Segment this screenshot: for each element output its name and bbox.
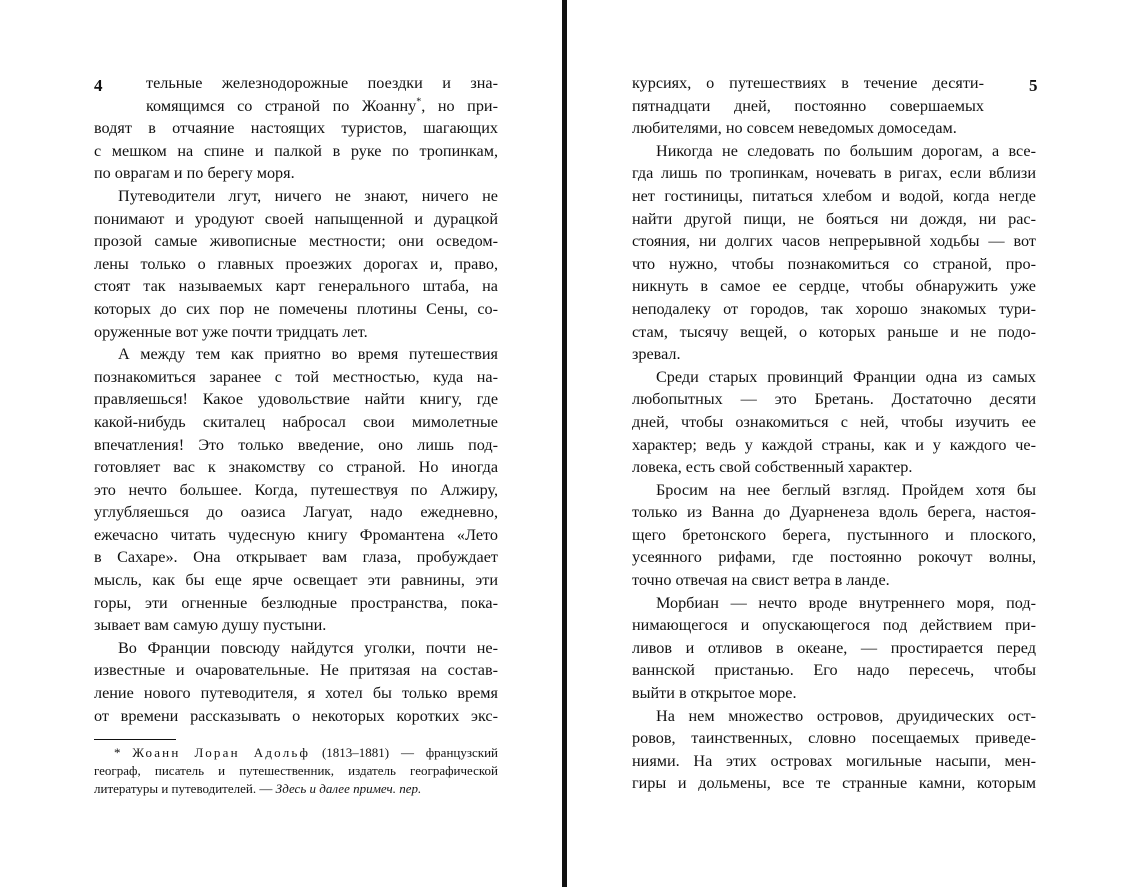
text-line: лены только о главных проезжих дорогах и, право, [94, 254, 498, 273]
text-line: по оврагам и по берегу моря. [94, 164, 295, 183]
text-line: Среди старых провинций Франции одна из самых [656, 367, 1036, 386]
text-line: найти другой пищи, не бояться ни дождя, ни рас- [632, 209, 1036, 228]
text-line: впечатления! Это только введение, оно лишь под- [94, 435, 498, 454]
text-line: Бросим на нее беглый взгляд. Пройдем хотя бы [656, 480, 1036, 499]
footnote-line: * Жоанн Лоран Адольф (1813–1881) — французский [114, 745, 499, 760]
footnote-marker: * [416, 96, 422, 108]
text-line: стам, тысячу вещей, о которых раньше и не подо- [632, 322, 1036, 341]
text-line: ление нового путеводителя, я хотел бы только время [94, 684, 498, 703]
text-line: с мешком на спине и палкой в руке по тропинкам, [94, 141, 498, 160]
text-line: углубляешься до оазиса Лагуат, надо ежедневно, [94, 503, 498, 522]
text-line: познакомиться заранее с той местностью, куда на- [94, 367, 498, 386]
text-line: гиры и дольмены, все те странные камни, которым [632, 774, 1036, 793]
text-line: нимающегося и опускающегося под действием при- [632, 616, 1036, 635]
text-line: точно отвечая на свист ветра в ланде. [632, 571, 890, 590]
text-line: нет гостиницы, питаться хлебом и водой, когда негде [632, 186, 1036, 205]
text-line: На нем множество островов, друидических ост- [656, 706, 1036, 725]
text-line: что нужно, чтобы познакомиться со страной, про- [632, 254, 1036, 273]
text-line: стоят так называемых карт генерального штаба, на [94, 277, 498, 296]
text-line: в Сахаре». Она открывает вам глаза, пробуждает [94, 548, 498, 567]
right-page-text [632, 72, 1036, 795]
text-line: ежечасно читать чудесную книгу Фромантена «Лето [94, 525, 498, 544]
text-line: тельные железнодорожные поездки и зна- [146, 74, 498, 92]
text-line: стояния, ни долгих часов непрерывной ходьбы — вот [632, 232, 1036, 251]
text-line: только из Ванна до Дуарненеза вдоль берега, настоя- [632, 503, 1036, 522]
text-line: ваннской пристанью. Его надо пересечь, чтобы [632, 661, 1036, 680]
footnote-line: географ, писатель и путешественник, издатель географической [94, 763, 498, 779]
left-page-text [94, 72, 498, 727]
text-line: ловека, есть свой собственный характер. [632, 458, 913, 477]
text-line: любителями, но совсем неведомых домоседам. [632, 119, 957, 138]
right-page-number: 5 [1029, 76, 1038, 95]
text-line: Никогда не следовать по большим дорогам, а все- [656, 141, 1036, 160]
text-line: прозой самые живописные местности; они осведом- [94, 232, 498, 251]
text-line: которых до сих пор не помечены плотины Сены, со- [94, 299, 498, 318]
text-line: щего бретонского берега, пустынного и плоского, [632, 525, 1036, 544]
text-line: Во Франции повсюду найдутся уголки, почти не- [118, 638, 498, 657]
footnote-line: литературы и путеводителей. — Здесь и далее примеч. пер. [94, 781, 422, 797]
text-line: Путеводители лгут, ничего не знают, ничего не [118, 186, 498, 205]
footnote [94, 744, 498, 799]
text-line: курсиях, о путешествиях в течение десяти- [632, 74, 984, 92]
text-line: гда лишь по тропинкам, ночевать в ригах, если вблизи [632, 164, 1036, 183]
text-line: водят в отчаяние настоящих туристов, шагающих [94, 119, 498, 138]
text-line: какой-нибудь скиталец набросал свои мимолетные [94, 412, 498, 431]
text-line: это нечто большее. Когда, путешествуя по Алжиру, [94, 480, 498, 499]
text-line: любопытных — это Бретань. Достаточно десяти [632, 390, 1036, 409]
text-line: комящимся со страной по Жоанну*, но при- [146, 96, 498, 115]
text-line: правляешься! Какое удовольствие найти книгу, где [94, 390, 498, 409]
text-line: мысль, как бы еще ярче освещает эти равнины, эти [94, 571, 498, 590]
text-line: ливов и отливов в океане, — простирается перед [632, 638, 1036, 657]
text-line: от времени рассказывать о некоторых коротких экс- [94, 706, 498, 725]
text-line: ниями. На этих островах могильные насыпи, мен- [632, 751, 1036, 770]
text-line: пятнадцати дней, постоянно совершаемых [632, 96, 984, 115]
text-line: усеянного рифами, где постоянно рокочут волны, [632, 548, 1036, 567]
text-line: ровов, таинственных, словно посещаемых приведе- [632, 729, 1036, 748]
text-line: Морбиан — нечто вроде внутреннего моря, под- [656, 593, 1036, 612]
text-line: зывает вам самую душу пустыни. [94, 616, 327, 635]
text-line: никнуть в самое ее сердце, чтобы обнаружить уже [632, 277, 1036, 296]
text-line: выйти в открытое море. [632, 684, 797, 703]
text-line: известные и очаровательные. Не притязая на состав- [94, 661, 498, 680]
text-line: понимают и уродуют своей напыщенной и дурацкой [94, 209, 498, 228]
text-line: дней, чтобы ознакомиться с ней, чтобы изучить ее [632, 412, 1036, 431]
text-line: неподалеку от городов, так хорошо знакомых тури- [632, 299, 1036, 318]
footnote-rule [94, 739, 176, 740]
book-spine [562, 0, 567, 887]
text-line: оруженные вот уже почти тридцать лет. [94, 322, 368, 341]
text-line: горы, эти огненные безлюдные пространства, пока- [94, 593, 498, 612]
left-page-number: 4 [94, 76, 103, 95]
text-line: А между тем как приятно во время путешествия [118, 345, 498, 364]
text-line: готовляет вас к знакомству со страной. Но иногда [94, 458, 498, 477]
text-line: зревал. [632, 345, 681, 364]
text-line: характер; ведь у каждой страны, как и у каждого че- [632, 435, 1036, 454]
